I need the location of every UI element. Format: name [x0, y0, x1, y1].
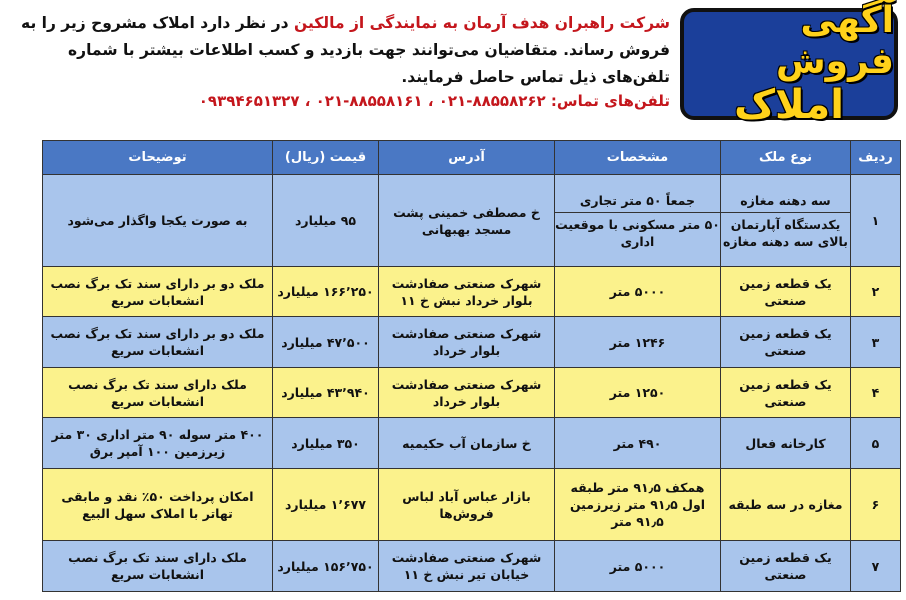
- property-type: یک قطعه زمین صنعتی: [721, 367, 851, 417]
- notes: ملک دارای سند تک برگ نصب انشعابات سریع: [43, 541, 273, 592]
- row-number: ۵: [851, 418, 901, 468]
- table-row: [43, 418, 901, 468]
- specs: ۱۲۵۰ متر: [555, 367, 721, 417]
- title-line-1: آگهی فروش: [775, 0, 894, 82]
- address: شهرک صنعتی صفادشت بلوار خرداد: [379, 317, 555, 367]
- table-row: [43, 367, 901, 417]
- table-row: [43, 317, 901, 367]
- row-number: ۴: [851, 367, 901, 417]
- specs: جمعاً ۵۰ متر تجاری: [579, 192, 696, 208]
- title-banner: [680, 0, 898, 129]
- address: شهرک صنعتی صفادشت خیابان تیر نبش خ ۱۱: [379, 541, 555, 592]
- specs-cell: [555, 175, 721, 267]
- column-header-specs: مشخصات: [555, 141, 721, 175]
- title-line-2: املاک: [734, 82, 844, 129]
- column-header-notes: توضیحات: [43, 141, 273, 175]
- row-number: ۲: [851, 267, 901, 317]
- property-type: یک قطعه زمین صنعتی: [721, 317, 851, 367]
- address: شهرک صنعتی صفادشت بلوار خرداد نبش خ ۱۱: [379, 267, 555, 317]
- specs: ۵۰۰۰ متر: [555, 267, 721, 317]
- notes: ۴۰۰ متر سوله ۹۰ متر اداری ۳۰ متر زیرزمین ۱۰۰ آمپر برق: [43, 418, 273, 468]
- price: ۴۳٬۹۴۰ میلیارد: [273, 367, 379, 417]
- table-row: [43, 175, 901, 267]
- table-header-row: [43, 141, 901, 175]
- property-type: یک قطعه زمین صنعتی: [721, 267, 851, 317]
- table-row: [43, 541, 901, 592]
- row-number: ۷: [851, 541, 901, 592]
- specs: همکف ۹۱٫۵ متر طبقه اول ۹۱٫۵ متر زیرزمین ۹۱٫۵ متر: [555, 468, 721, 541]
- address: خ سازمان آب حکیمیه: [379, 418, 555, 468]
- intro-text: در نظر دارد املاک مشروح زیر را به فروش رساند. متقاضیان می‌توانند جهت بازدید و کسب اطلاعات بیشتر با شماره تلفن‌های ذیل تماس حاصل فرمایند.: [21, 14, 670, 86]
- price: ۹۵ میلیارد: [273, 175, 379, 267]
- notes: ملک دو بر دارای سند تک برگ نصب انشعابات سریع: [43, 317, 273, 367]
- property-table: [42, 140, 901, 592]
- address: خ مصطفی خمینی پشت مسجد بهبهانی: [379, 175, 555, 267]
- column-header-price: قیمت (ریال): [273, 141, 379, 175]
- price: ۱٬۶۷۷ میلیارد: [273, 468, 379, 541]
- specs: ۴۹۰ متر: [555, 418, 721, 468]
- property-type: سه دهنه مغازه: [740, 192, 831, 208]
- notes: ملک دارای سند تک برگ نصب انشعابات سریع: [43, 367, 273, 417]
- specs-secondary: ۵۰ متر مسکونی با موقعیت اداری: [555, 212, 720, 250]
- notes: به صورت یکجا واگذار می‌شود: [43, 175, 273, 267]
- price: ۳۵۰ میلیارد: [273, 418, 379, 468]
- column-header-row-number: ردیف: [851, 141, 901, 175]
- notes: امکان پرداخت ۵۰٪ نقد و مابقی تهاتر با املاک سهل البیع: [43, 468, 273, 541]
- notes: ملک دو بر دارای سند تک برگ نصب انشعابات سریع: [43, 267, 273, 317]
- price: ۴۷٬۵۰۰ میلیارد: [273, 317, 379, 367]
- table-row: [43, 468, 901, 541]
- price: ۱۵۶٬۷۵۰ میلیارد: [273, 541, 379, 592]
- property-type-cell: [721, 175, 851, 267]
- specs: ۱۲۴۶ متر: [555, 317, 721, 367]
- column-header-address: آدرس: [379, 141, 555, 175]
- address: شهرک صنعتی صفادشت بلوار خرداد: [379, 367, 555, 417]
- company-name: شرکت راهبران هدف آرمان به نمایندگی از مالکین: [294, 14, 670, 32]
- table-row: [43, 267, 901, 317]
- price: ۱۶۶٬۲۵۰ میلیارد: [273, 267, 379, 317]
- row-number: ۳: [851, 317, 901, 367]
- property-type: کارخانه فعال: [721, 418, 851, 468]
- row-number: ۱: [851, 175, 901, 267]
- row-number: ۶: [851, 468, 901, 541]
- address: بازار عباس آباد لباس فروش‌ها: [379, 468, 555, 541]
- specs: ۵۰۰۰ متر: [555, 541, 721, 592]
- intro-paragraph: [10, 10, 670, 91]
- property-type-secondary: یکدستگاه آپارتمان بالای سه دهنه مغازه: [721, 212, 850, 250]
- phone-numbers: تلفن‌های تماس: ۸۸۵۵۸۲۶۲-۰۲۱ ، ۸۸۵۵۸۱۶۱-۰۲۱ ، ۰۹۳۹۴۶۵۱۳۲۷: [198, 92, 670, 110]
- column-header-property-type: نوع ملک: [721, 141, 851, 175]
- property-type: مغازه در سه طبقه: [721, 468, 851, 541]
- property-type: یک قطعه زمین صنعتی: [721, 541, 851, 592]
